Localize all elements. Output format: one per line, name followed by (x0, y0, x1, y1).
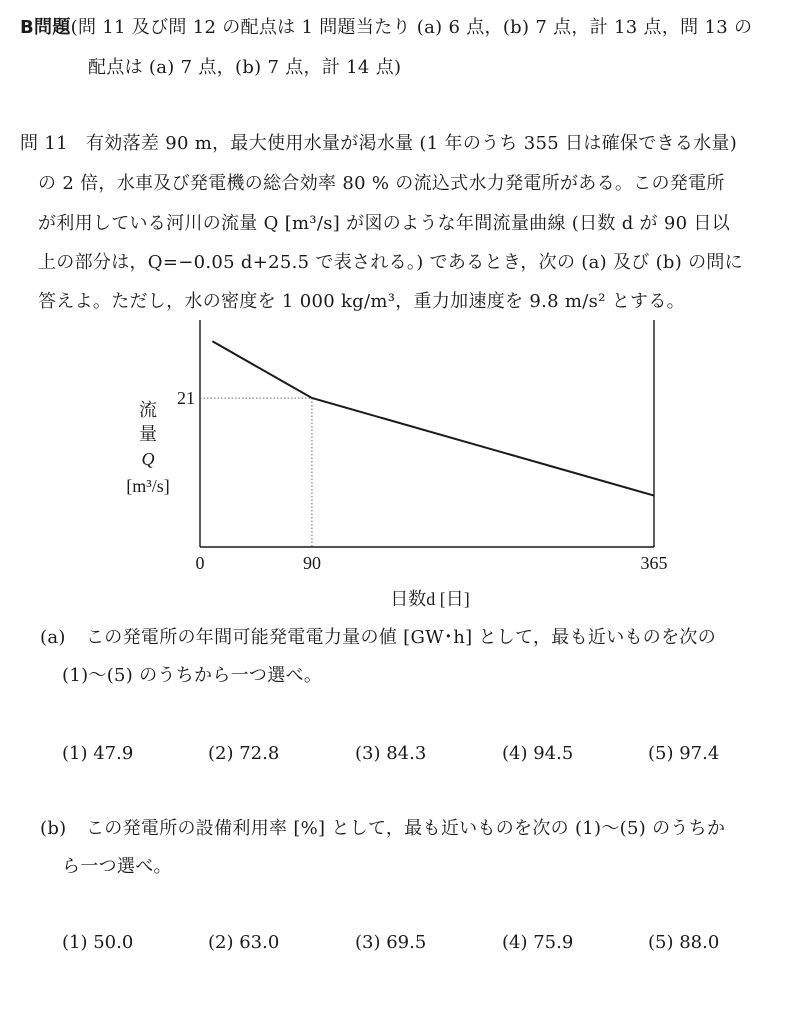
part-b-line2: ら一つ選べ。 (62, 856, 172, 877)
option-value: 72.8 (239, 743, 280, 764)
y-tick-label: 21 (177, 388, 195, 408)
option-value: 69.5 (386, 932, 427, 953)
part-a-label: (a) (40, 627, 66, 648)
question-line5: 答えよ。ただし，水の密度を 1 000 kg/m³，重力加速度を 9.8 m/s² とする。 (38, 291, 685, 312)
section-header-line1: (問 11 及び問 12 の配点は 1 問題当たり (a) 6 点，(b) 7 点，計 13 点，問 13 の (70, 17, 753, 38)
option-label: (5) (648, 743, 674, 764)
option-label: (2) (208, 932, 234, 953)
x-axis-label: 日数d [日] (390, 589, 470, 609)
y-label-line1: 流 (139, 400, 157, 420)
part-a-line1: この発電所の年間可能発電電力量の値 [GW･h] として，最も近いものを次の (86, 627, 716, 648)
part-a-option-4[interactable] (502, 742, 573, 766)
question-line3: が利用している河川の流量 Q [m³/s] が図のような年間流量曲線 (日数 d が 90 日以 (38, 213, 731, 234)
option-label: (1) (62, 932, 88, 953)
y-label-line4: [m³/s] (126, 476, 170, 496)
option-label: (2) (208, 743, 234, 764)
part-b-option-1[interactable] (62, 931, 133, 955)
option-value: 94.5 (533, 743, 574, 764)
section-header-line2: 配点は (a) 7 点，(b) 7 点，計 14 点) (88, 57, 402, 78)
option-value: 97.4 (679, 743, 720, 764)
option-label: (3) (355, 932, 381, 953)
option-label: (1) (62, 743, 88, 764)
option-value: 63.0 (239, 932, 280, 953)
flow-duration-curve (212, 341, 654, 495)
x-tick-label-365: 365 (640, 553, 668, 573)
part-b-line1: この発電所の設備利用率 [%] として，最も近いものを次の (1)～(5) のうちか (86, 818, 726, 839)
question-line2: の 2 倍，水車及び発電機の総合効率 80 % の流込式水力発電所がある。この発電所 (38, 173, 725, 194)
question-line1: 有効落差 90 m，最大使用水量が渇水量 (1 年のうち 355 日は確保できる水量) (86, 133, 738, 154)
part-b-option-5[interactable] (648, 931, 719, 955)
part-b-option-3[interactable] (355, 931, 426, 955)
x-tick-label-90: 90 (302, 553, 321, 573)
question-line4: 上の部分は，Q=−0.05 d+25.5 で表される。) であるとき，次の (a) 及び (b) の問に (38, 252, 743, 273)
part-b-label: (b) (40, 818, 67, 839)
y-label-line3: Q (141, 449, 155, 469)
question-number: 問 11 (20, 133, 68, 154)
section-label: B問題 (20, 17, 71, 38)
flow-duration-chart (0, 315, 787, 615)
option-label: (4) (502, 932, 528, 953)
x-tick-label-0: 0 (195, 553, 205, 573)
y-label-line2: 量 (139, 424, 157, 444)
part-a-option-1[interactable] (62, 742, 133, 766)
option-value: 47.9 (93, 743, 134, 764)
option-value: 50.0 (93, 932, 134, 953)
part-b-option-4[interactable] (502, 931, 573, 955)
part-a-option-2[interactable] (208, 742, 279, 766)
option-value: 88.0 (679, 932, 720, 953)
option-value: 84.3 (386, 743, 427, 764)
option-label: (3) (355, 743, 381, 764)
option-label: (5) (648, 932, 674, 953)
part-b-option-2[interactable] (208, 931, 279, 955)
part-a-line2: (1)～(5) のうちから一つ選べ。 (62, 665, 323, 686)
section-header (20, 16, 752, 40)
option-value: 75.9 (533, 932, 574, 953)
option-label: (4) (502, 743, 528, 764)
part-a-option-3[interactable] (355, 742, 426, 766)
part-a-option-5[interactable] (648, 742, 719, 766)
